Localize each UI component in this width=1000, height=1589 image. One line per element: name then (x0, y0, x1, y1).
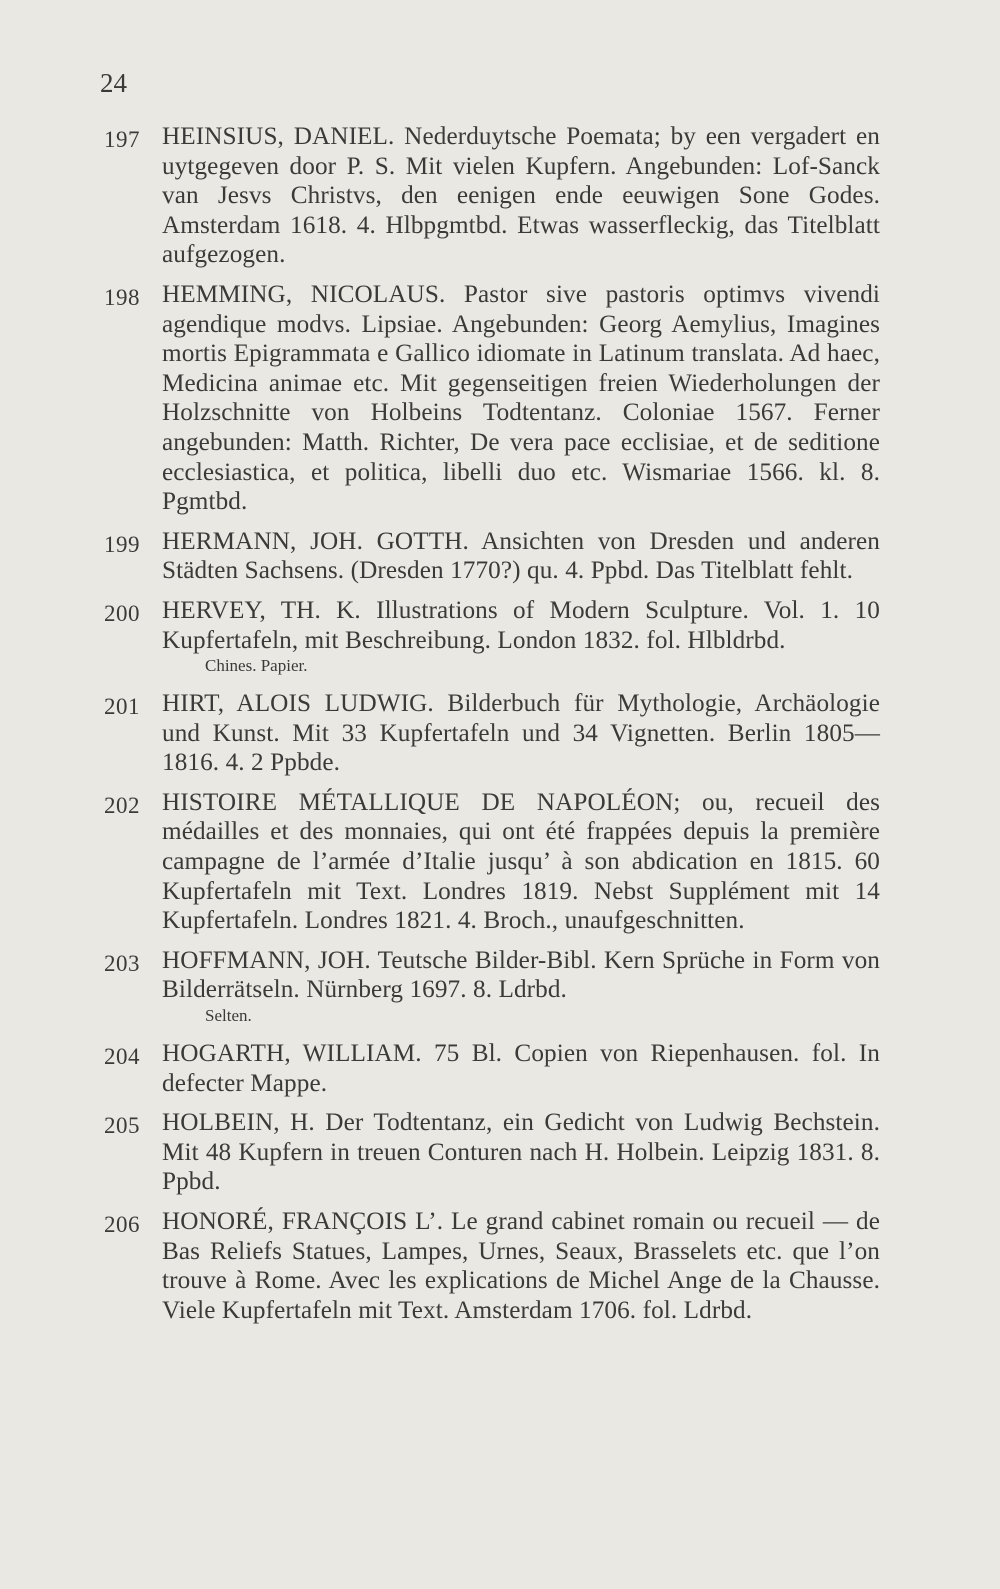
catalogue-entry (0, 1108, 1000, 1197)
catalogue-entry (0, 122, 1000, 270)
entry-number: 199 (104, 531, 140, 557)
entry-number: 202 (104, 792, 140, 818)
entry-text: HEINSIUS, DANIEL. Nederduytsche Poemata; by een vergadert en uytgegeven door P. S. Mit vielen Kupfern. Angebunden: Lof-Sanck van Jesvs Christvs, den eenigen ende eeuwigen Sone Godes. Amsterdam 1618. 4. Hlbpgmtbd. Etwas wasserfleckig, das Titelblatt aufgezogen. (162, 123, 880, 269)
entry-number: 197 (104, 127, 140, 152)
entry-number: 203 (104, 950, 140, 976)
catalogue-entry (0, 1039, 1000, 1098)
catalogue-entry (0, 946, 1000, 1029)
entry-text: HONORÉ, FRANÇOIS L’. Le grand cabinet romain ou recueil — de Bas Reliefs Statues, Lampes, Urnes, Seaux, Brasselets etc. que l’on trouve à Rome. Avec les explications de Michel Ange de la Chausse. Viele Kupfertafeln mit Text. Amsterdam 1706. fol. Ldrbd. (162, 1208, 880, 1324)
entry-number: 204 (104, 1044, 140, 1070)
entry-text: HIRT, ALOIS LUDWIG. Bilderbuch für Mythologie, Archäologie und Kunst. Mit 33 Kupfertafeln und 34 Vignetten. Berlin 1805—1816. 4. 2 Ppbde. (162, 690, 880, 777)
entry-note: Selten. (205, 1006, 252, 1026)
entry-text: HOGARTH, WILLIAM. 75 Bl. Copien von Riepenhausen. fol. In defecter Mappe. (162, 1040, 880, 1097)
entry-number: 201 (104, 694, 140, 720)
entry-text: HOLBEIN, H. Der Todtentanz, ein Gedicht von Ludwig Bechstein. Mit 48 Kupfern in treuen Conturen nach H. Holbein. Leipzig 1831. 8. Ppbd. (162, 1109, 880, 1196)
catalogue-entry (0, 689, 1000, 778)
entry-number: 206 (104, 1212, 140, 1237)
catalogue-entry (0, 596, 1000, 679)
catalogue-entry (0, 1207, 1000, 1325)
entry-number: 205 (104, 1113, 140, 1139)
page-number: 24 (100, 68, 127, 98)
catalogue-entries (0, 122, 1000, 1335)
catalogue-entry (0, 527, 1000, 586)
entry-text: HERVEY, TH. K. Illustrations of Modern Sculpture. Vol. 1. 10 Kupfertafeln, mit Beschreibung. London 1832. fol. Hlbldrbd. (162, 596, 880, 654)
entry-text: HOFFMANN, JOH. Teutsche Bilder-Bibl. Kern Sprüche in Form von Bilderrätseln. Nürnberg 1697. 8. Ldrbd. (162, 946, 880, 1004)
entry-text: HISTOIRE MÉTALLIQUE DE NAPOLÉON; ou, recueil des médailles et des monnaies, qui ont été frappées depuis la première campagne de l’armée d’Italie jusqu’ à son abdication en 1815. 60 Kupfertafeln mit Text. Londres 1819. Nebst Supplément mit 14 Kupfertafeln. Londres 1821. 4. Broch., unaufgeschnitten. (162, 788, 880, 935)
entry-number: 200 (104, 600, 140, 626)
entry-text: HERMANN, JOH. GOTTH. Ansichten von Dresden und anderen Städten Sachsens. (Dresden 1770?) qu. 4. Ppbd. Das Titelblatt fehlt. (162, 527, 880, 585)
entry-number: 198 (104, 284, 140, 310)
catalogue-entry (0, 788, 1000, 936)
entry-note: Chines. Papier. (205, 656, 308, 676)
entry-text: HEMMING, NICOLAUS. Pastor sive pastoris optimvs vivendi agendique modvs. Lipsiae. Angebunden: Georg Aemylius, Imagines mortis Epigrammata e Gallico idiomate in Latinum translata. Ad haec, Medicina animae etc. Mit gegenseitigen freien Wiederholungen der Holzschnitte von Holbeins Todtentanz. Coloniae 1567. Ferner angebunden: Matth. Richter, De vera pace ecclisiae, et de seditione ecclesiastica, et politica, libelli duo etc. Wismariae 1566. kl. 8. Pgmtbd. (162, 280, 880, 516)
catalogue-entry (0, 280, 1000, 517)
